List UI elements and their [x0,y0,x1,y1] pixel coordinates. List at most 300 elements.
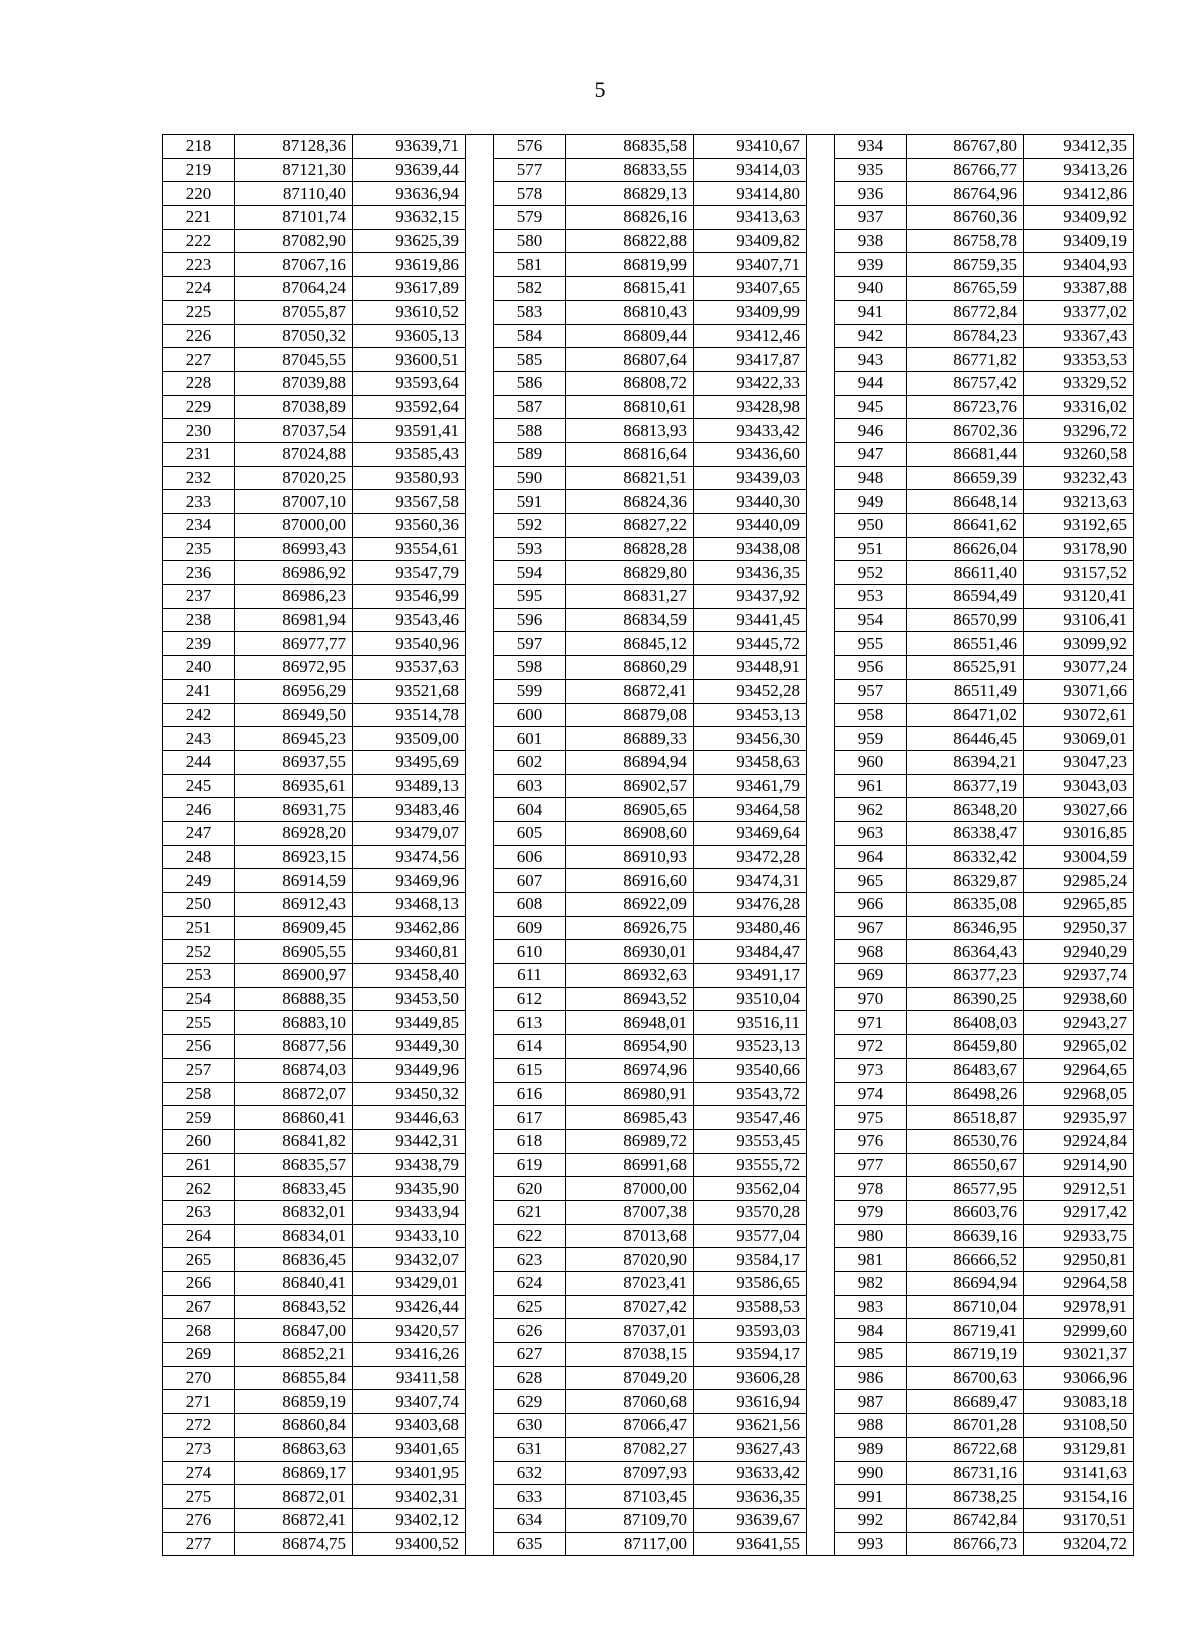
point-number-cell: 633 [494,1485,566,1509]
column-separator [466,1248,494,1272]
table-row [163,869,1134,893]
column-separator [807,1295,835,1319]
y-coordinate-cell: 93627,43 [694,1437,807,1461]
x-coordinate-cell: 86766,77 [907,158,1024,182]
point-number-cell: 584 [494,324,566,348]
point-number-cell: 229 [163,395,235,419]
x-coordinate-cell: 86922,09 [566,893,694,917]
coordinates-table-body [163,135,1134,1556]
x-coordinate-cell: 86836,45 [235,1248,353,1272]
point-number-cell: 624 [494,1272,566,1296]
point-number-cell: 971 [835,1011,907,1035]
point-number-cell: 589 [494,442,566,466]
column-separator [807,1200,835,1224]
y-coordinate-cell: 93106,41 [1024,608,1134,632]
y-coordinate-cell: 93450,32 [353,1082,466,1106]
x-coordinate-cell: 86872,41 [235,1508,353,1532]
x-coordinate-cell: 87007,38 [566,1200,694,1224]
point-number-cell: 939 [835,253,907,277]
point-number-cell: 623 [494,1248,566,1272]
column-separator [807,1058,835,1082]
point-number-cell: 590 [494,466,566,490]
point-number-cell: 964 [835,845,907,869]
x-coordinate-cell: 86377,19 [907,774,1024,798]
y-coordinate-cell: 93414,80 [694,182,807,206]
x-coordinate-cell: 86483,67 [907,1058,1024,1082]
x-coordinate-cell: 86872,01 [235,1485,353,1509]
x-coordinate-cell: 86872,41 [566,679,694,703]
column-separator [807,158,835,182]
y-coordinate-cell: 93414,03 [694,158,807,182]
x-coordinate-cell: 86949,50 [235,703,353,727]
column-separator [807,206,835,230]
y-coordinate-cell: 93636,94 [353,182,466,206]
x-coordinate-cell: 86989,72 [566,1129,694,1153]
point-number-cell: 259 [163,1106,235,1130]
table-row [163,1224,1134,1248]
y-coordinate-cell: 93621,56 [694,1414,807,1438]
y-coordinate-cell: 93639,67 [694,1508,807,1532]
y-coordinate-cell: 92965,02 [1024,1035,1134,1059]
column-separator [466,324,494,348]
point-number-cell: 224 [163,277,235,301]
y-coordinate-cell: 93479,07 [353,821,466,845]
point-number-cell: 268 [163,1319,235,1343]
point-number-cell: 976 [835,1129,907,1153]
column-separator [807,940,835,964]
column-separator [466,1177,494,1201]
x-coordinate-cell: 86702,36 [907,419,1024,443]
y-coordinate-cell: 93472,28 [694,845,807,869]
y-coordinate-cell: 93639,44 [353,158,466,182]
x-coordinate-cell: 86909,45 [235,916,353,940]
point-number-cell: 583 [494,300,566,324]
point-number-cell: 621 [494,1200,566,1224]
point-number-cell: 251 [163,916,235,940]
x-coordinate-cell: 86916,60 [566,869,694,893]
y-coordinate-cell: 93099,92 [1024,632,1134,656]
point-number-cell: 223 [163,253,235,277]
x-coordinate-cell: 86910,93 [566,845,694,869]
point-number-cell: 242 [163,703,235,727]
point-number-cell: 262 [163,1177,235,1201]
x-coordinate-cell: 86348,20 [907,798,1024,822]
column-separator [466,632,494,656]
x-coordinate-cell: 86329,87 [907,869,1024,893]
y-coordinate-cell: 93474,56 [353,845,466,869]
point-number-cell: 936 [835,182,907,206]
point-number-cell: 631 [494,1437,566,1461]
table-row [163,727,1134,751]
point-number-cell: 596 [494,608,566,632]
y-coordinate-cell: 93069,01 [1024,727,1134,751]
x-coordinate-cell: 86834,59 [566,608,694,632]
x-coordinate-cell: 86771,82 [907,348,1024,372]
point-number-cell: 594 [494,561,566,585]
x-coordinate-cell: 86912,43 [235,893,353,917]
y-coordinate-cell: 93476,28 [694,893,807,917]
y-coordinate-cell: 93071,66 [1024,679,1134,703]
x-coordinate-cell: 86767,80 [907,135,1024,159]
point-number-cell: 989 [835,1437,907,1461]
table-row [163,585,1134,609]
x-coordinate-cell: 86390,25 [907,987,1024,1011]
table-row [163,916,1134,940]
column-separator [466,182,494,206]
point-number-cell: 239 [163,632,235,656]
y-coordinate-cell: 93474,31 [694,869,807,893]
x-coordinate-cell: 86772,84 [907,300,1024,324]
point-number-cell: 585 [494,348,566,372]
x-coordinate-cell: 86888,35 [235,987,353,1011]
x-coordinate-cell: 86511,49 [907,679,1024,703]
x-coordinate-cell: 87023,41 [566,1272,694,1296]
y-coordinate-cell: 93436,60 [694,442,807,466]
point-number-cell: 233 [163,490,235,514]
y-coordinate-cell: 93402,12 [353,1508,466,1532]
x-coordinate-cell: 86551,46 [907,632,1024,656]
y-coordinate-cell: 93432,07 [353,1248,466,1272]
point-number-cell: 990 [835,1461,907,1485]
y-coordinate-cell: 93469,64 [694,821,807,845]
x-coordinate-cell: 86954,90 [566,1035,694,1059]
x-coordinate-cell: 87121,30 [235,158,353,182]
column-separator [466,229,494,253]
table-row [163,940,1134,964]
point-number-cell: 634 [494,1508,566,1532]
table-row [163,561,1134,585]
y-coordinate-cell: 93546,99 [353,585,466,609]
y-coordinate-cell: 93141,63 [1024,1461,1134,1485]
x-coordinate-cell: 86764,96 [907,182,1024,206]
point-number-cell: 983 [835,1295,907,1319]
point-number-cell: 227 [163,348,235,372]
y-coordinate-cell: 93403,68 [353,1414,466,1438]
x-coordinate-cell: 86719,41 [907,1319,1024,1343]
column-separator [807,1366,835,1390]
column-separator [466,608,494,632]
point-number-cell: 947 [835,442,907,466]
column-separator [807,1414,835,1438]
x-coordinate-cell: 86986,23 [235,585,353,609]
y-coordinate-cell: 93407,71 [694,253,807,277]
y-coordinate-cell: 93120,41 [1024,585,1134,609]
column-separator [807,561,835,585]
y-coordinate-cell: 93440,09 [694,514,807,538]
x-coordinate-cell: 86860,41 [235,1106,353,1130]
y-coordinate-cell: 93491,17 [694,964,807,988]
column-separator [466,964,494,988]
point-number-cell: 961 [835,774,907,798]
point-number-cell: 605 [494,821,566,845]
column-separator [466,1508,494,1532]
y-coordinate-cell: 93407,65 [694,277,807,301]
column-separator [466,774,494,798]
point-number-cell: 960 [835,750,907,774]
column-separator [466,277,494,301]
x-coordinate-cell: 86993,43 [235,537,353,561]
point-number-cell: 595 [494,585,566,609]
x-coordinate-cell: 86332,42 [907,845,1024,869]
x-coordinate-cell: 87037,01 [566,1319,694,1343]
y-coordinate-cell: 93456,30 [694,727,807,751]
x-coordinate-cell: 86945,23 [235,727,353,751]
point-number-cell: 581 [494,253,566,277]
y-coordinate-cell: 93438,08 [694,537,807,561]
column-separator [807,1129,835,1153]
table-row [163,277,1134,301]
x-coordinate-cell: 86731,16 [907,1461,1024,1485]
y-coordinate-cell: 93411,58 [353,1366,466,1390]
x-coordinate-cell: 86894,94 [566,750,694,774]
y-coordinate-cell: 93401,65 [353,1437,466,1461]
y-coordinate-cell: 93409,82 [694,229,807,253]
y-coordinate-cell: 93417,87 [694,348,807,372]
y-coordinate-cell: 93495,69 [353,750,466,774]
y-coordinate-cell: 93402,31 [353,1485,466,1509]
point-number-cell: 602 [494,750,566,774]
x-coordinate-cell: 86981,94 [235,608,353,632]
column-separator [807,727,835,751]
table-row [163,1153,1134,1177]
point-number-cell: 968 [835,940,907,964]
column-separator [466,727,494,751]
column-separator [466,750,494,774]
x-coordinate-cell: 86518,87 [907,1106,1024,1130]
x-coordinate-cell: 86525,91 [907,656,1024,680]
y-coordinate-cell: 93458,40 [353,964,466,988]
point-number-cell: 265 [163,1248,235,1272]
column-separator [807,1461,835,1485]
y-coordinate-cell: 93510,04 [694,987,807,1011]
point-number-cell: 267 [163,1295,235,1319]
y-coordinate-cell: 93449,30 [353,1035,466,1059]
column-separator [807,1390,835,1414]
point-number-cell: 967 [835,916,907,940]
x-coordinate-cell: 86872,07 [235,1082,353,1106]
x-coordinate-cell: 86932,63 [566,964,694,988]
x-coordinate-cell: 86346,95 [907,916,1024,940]
y-coordinate-cell: 93606,28 [694,1366,807,1390]
x-coordinate-cell: 86874,03 [235,1058,353,1082]
y-coordinate-cell: 93537,63 [353,656,466,680]
x-coordinate-cell: 86935,61 [235,774,353,798]
x-coordinate-cell: 86931,75 [235,798,353,822]
y-coordinate-cell: 93416,26 [353,1343,466,1367]
point-number-cell: 588 [494,419,566,443]
x-coordinate-cell: 86852,21 [235,1343,353,1367]
y-coordinate-cell: 93441,45 [694,608,807,632]
point-number-cell: 629 [494,1390,566,1414]
y-coordinate-cell: 93543,72 [694,1082,807,1106]
column-separator [807,419,835,443]
point-number-cell: 986 [835,1366,907,1390]
x-coordinate-cell: 86759,35 [907,253,1024,277]
column-separator [807,277,835,301]
x-coordinate-cell: 87066,47 [566,1414,694,1438]
y-coordinate-cell: 93329,52 [1024,371,1134,395]
x-coordinate-cell: 86956,29 [235,679,353,703]
point-number-cell: 241 [163,679,235,703]
point-number-cell: 264 [163,1224,235,1248]
x-coordinate-cell: 86738,25 [907,1485,1024,1509]
x-coordinate-cell: 86829,13 [566,182,694,206]
y-coordinate-cell: 93428,98 [694,395,807,419]
column-separator [807,845,835,869]
y-coordinate-cell: 93516,11 [694,1011,807,1035]
y-coordinate-cell: 93547,46 [694,1106,807,1130]
point-number-cell: 958 [835,703,907,727]
x-coordinate-cell: 86813,93 [566,419,694,443]
column-separator [807,964,835,988]
table-row [163,206,1134,230]
x-coordinate-cell: 86986,92 [235,561,353,585]
y-coordinate-cell: 92924,84 [1024,1129,1134,1153]
point-number-cell: 965 [835,869,907,893]
point-number-cell: 619 [494,1153,566,1177]
x-coordinate-cell: 86710,04 [907,1295,1024,1319]
point-number-cell: 252 [163,940,235,964]
column-separator [466,1153,494,1177]
y-coordinate-cell: 93420,57 [353,1319,466,1343]
y-coordinate-cell: 93616,94 [694,1390,807,1414]
table-row [163,466,1134,490]
column-separator [466,395,494,419]
point-number-cell: 235 [163,537,235,561]
point-number-cell: 261 [163,1153,235,1177]
y-coordinate-cell: 93021,37 [1024,1343,1134,1367]
column-separator [466,1272,494,1296]
column-separator [466,158,494,182]
point-number-cell: 952 [835,561,907,585]
x-coordinate-cell: 86860,29 [566,656,694,680]
y-coordinate-cell: 93409,92 [1024,206,1134,230]
table-row [163,893,1134,917]
point-number-cell: 993 [835,1532,907,1556]
column-separator [807,1437,835,1461]
column-separator [466,1058,494,1082]
table-row [163,229,1134,253]
y-coordinate-cell: 92950,81 [1024,1248,1134,1272]
y-coordinate-cell: 93468,13 [353,893,466,917]
point-number-cell: 949 [835,490,907,514]
column-separator [466,1461,494,1485]
column-separator [466,1414,494,1438]
y-coordinate-cell: 93413,26 [1024,158,1134,182]
point-number-cell: 982 [835,1272,907,1296]
x-coordinate-cell: 86977,77 [235,632,353,656]
point-number-cell: 576 [494,135,566,159]
column-separator [807,1248,835,1272]
x-coordinate-cell: 86928,20 [235,821,353,845]
point-number-cell: 226 [163,324,235,348]
y-coordinate-cell: 93586,65 [694,1272,807,1296]
y-coordinate-cell: 92950,37 [1024,916,1134,940]
point-number-cell: 948 [835,466,907,490]
y-coordinate-cell: 93437,92 [694,585,807,609]
x-coordinate-cell: 86930,01 [566,940,694,964]
x-coordinate-cell: 87038,15 [566,1343,694,1367]
x-coordinate-cell: 87082,90 [235,229,353,253]
x-coordinate-cell: 86822,88 [566,229,694,253]
point-number-cell: 587 [494,395,566,419]
column-separator [466,1106,494,1130]
point-number-cell: 248 [163,845,235,869]
point-number-cell: 275 [163,1485,235,1509]
point-number-cell: 611 [494,964,566,988]
x-coordinate-cell: 86831,27 [566,585,694,609]
y-coordinate-cell: 93591,41 [353,419,466,443]
y-coordinate-cell: 93260,58 [1024,442,1134,466]
column-separator [807,135,835,159]
y-coordinate-cell: 93617,89 [353,277,466,301]
x-coordinate-cell: 86832,01 [235,1200,353,1224]
y-coordinate-cell: 93483,46 [353,798,466,822]
y-coordinate-cell: 93633,42 [694,1461,807,1485]
y-coordinate-cell: 93593,64 [353,371,466,395]
column-separator [807,466,835,490]
x-coordinate-cell: 86765,59 [907,277,1024,301]
point-number-cell: 632 [494,1461,566,1485]
y-coordinate-cell: 93129,81 [1024,1437,1134,1461]
y-coordinate-cell: 93426,44 [353,1295,466,1319]
table-row [163,1532,1134,1556]
y-coordinate-cell: 93387,88 [1024,277,1134,301]
table-row [163,1058,1134,1082]
table-row [163,1248,1134,1272]
y-coordinate-cell: 92940,29 [1024,940,1134,964]
y-coordinate-cell: 93632,15 [353,206,466,230]
y-coordinate-cell: 93639,71 [353,135,466,159]
point-number-cell: 987 [835,1390,907,1414]
y-coordinate-cell: 92914,90 [1024,1153,1134,1177]
x-coordinate-cell: 86394,21 [907,750,1024,774]
point-number-cell: 254 [163,987,235,1011]
point-number-cell: 277 [163,1532,235,1556]
x-coordinate-cell: 87109,70 [566,1508,694,1532]
point-number-cell: 616 [494,1082,566,1106]
point-number-cell: 940 [835,277,907,301]
point-number-cell: 627 [494,1343,566,1367]
y-coordinate-cell: 93636,35 [694,1485,807,1509]
table-row [163,253,1134,277]
point-number-cell: 963 [835,821,907,845]
y-coordinate-cell: 93433,10 [353,1224,466,1248]
column-separator [466,703,494,727]
point-number-cell: 607 [494,869,566,893]
y-coordinate-cell: 93204,72 [1024,1532,1134,1556]
y-coordinate-cell: 92938,60 [1024,987,1134,1011]
y-coordinate-cell: 93412,86 [1024,182,1134,206]
point-number-cell: 245 [163,774,235,798]
x-coordinate-cell: 86408,03 [907,1011,1024,1035]
x-coordinate-cell: 86742,84 [907,1508,1024,1532]
x-coordinate-cell: 87067,16 [235,253,353,277]
point-number-cell: 970 [835,987,907,1011]
x-coordinate-cell: 86863,63 [235,1437,353,1461]
x-coordinate-cell: 86810,61 [566,395,694,419]
y-coordinate-cell: 93480,46 [694,916,807,940]
point-number-cell: 253 [163,964,235,988]
y-coordinate-cell: 93641,55 [694,1532,807,1556]
point-number-cell: 975 [835,1106,907,1130]
point-number-cell: 258 [163,1082,235,1106]
column-separator [466,419,494,443]
column-separator [807,1035,835,1059]
y-coordinate-cell: 93562,04 [694,1177,807,1201]
y-coordinate-cell: 93157,52 [1024,561,1134,585]
point-number-cell: 273 [163,1437,235,1461]
